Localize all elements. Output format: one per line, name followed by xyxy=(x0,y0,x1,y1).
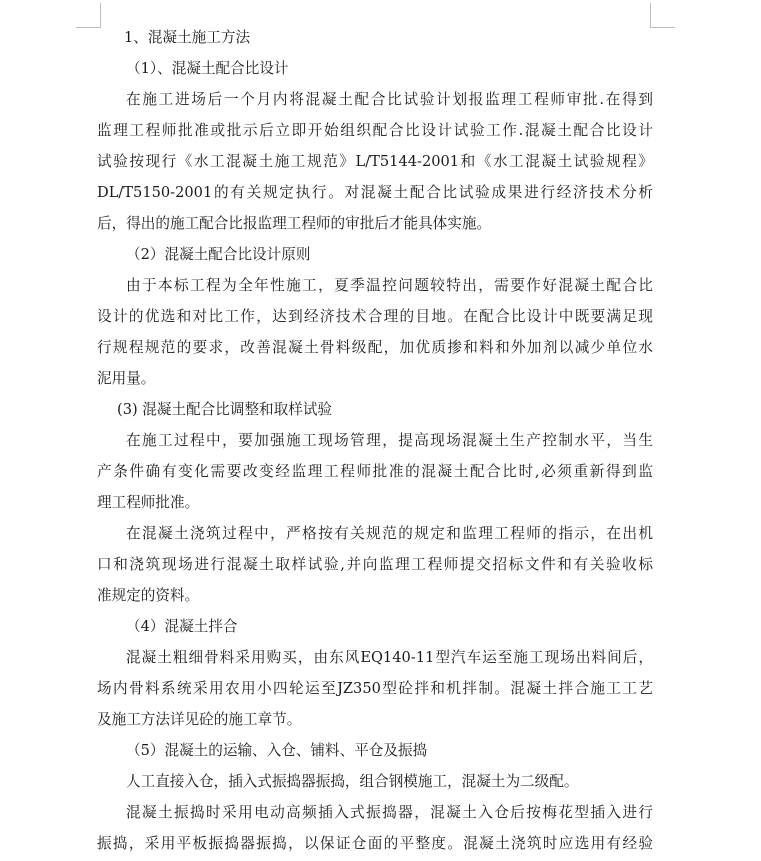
section-heading: （5）混凝土的运输、入仓、铺料、平仓及振捣 xyxy=(126,742,428,759)
text-line: 混凝土振捣时采用电动高频插入式振捣器，混凝土入仓后按梅花型插入进行 xyxy=(126,804,653,821)
text-line: 由于本标工程为全年性施工，夏季温控问题较特出，需要作好混凝土配合比 xyxy=(126,277,653,294)
text-line: 产条件确有变化需要改变经监理工程师批准的混凝土配合比时,必须重新得到监 xyxy=(97,463,653,480)
text-line: 试验按现行《水工混凝土施工规范》L/T5144-2001和《水工混凝土试验规程》 xyxy=(97,153,653,170)
text-line: 在混凝土浇筑过程中，严格按有关规范的规定和监理工程师的指示，在出机 xyxy=(126,525,653,542)
text-line: 混凝土粗细骨料采用购买，由东风EQ140-11型汽车运至施工现场出料间后， xyxy=(126,649,653,666)
text-line: 设计的优选和对比工作，达到经济技术合理的目地。在配合比设计中既要满足现 xyxy=(97,308,653,325)
text-line: DL/T5150-2001的有关规定执行。对混凝土配合比试验成果进行经济技术分析 xyxy=(97,184,653,201)
text-line: 行规程规范的要求，改善混凝土骨料级配，加优质掺和料和外加剂以减少单位水 xyxy=(97,339,653,356)
text-line: 口和浇筑现场进行混凝土取样试验,并向监理工程师提交招标文件和有关验收标 xyxy=(97,556,653,573)
text-line: 准规定的资料。 xyxy=(97,587,200,604)
text-line: 及施工方法详见砼的施工章节。 xyxy=(97,711,302,728)
text-line: 人工直接入仓，插入式振捣器振捣，组合钢模施工，混凝土为二级配。 xyxy=(126,773,579,790)
text-line: 振捣，采用平板振捣器振捣，以保证仓面的平整度。混凝土浇筑时应选用有经验 xyxy=(97,835,653,852)
section-heading: （4）混凝土拌合 xyxy=(126,618,238,635)
document-body xyxy=(97,22,653,859)
section-heading: （1）、混凝土配合比设计 xyxy=(126,60,289,77)
text-line: 监理工程师批准或批示后立即开始组织配合比设计试验工作.混凝土配合比设计 xyxy=(97,122,653,139)
section-heading: (3) 混凝土配合比调整和取样试验 xyxy=(117,401,333,418)
text-line: 在施工过程中，要加强施工现场管理，提高现场混凝土生产控制水平，当生 xyxy=(126,432,653,449)
section-heading: 1、混凝土施工方法 xyxy=(124,29,251,46)
page-margin-corner-top-right xyxy=(650,3,675,28)
text-line: 泥用量。 xyxy=(97,370,156,387)
text-line: 理工程师批准。 xyxy=(97,494,200,511)
text-line: 在施工进场后一个月内将混凝土配合比试验计划报监理工程师审批.在得到 xyxy=(126,91,653,108)
section-heading: （2）混凝土配合比设计原则 xyxy=(126,246,311,263)
text-line: 场内骨料系统采用农用小四轮运至JZ350型砼拌和机拌制。混凝土拌合施工工艺 xyxy=(97,680,653,697)
text-line: 后，得出的施工配合比报监理工程师的审批后才能具体实施。 xyxy=(97,215,492,232)
